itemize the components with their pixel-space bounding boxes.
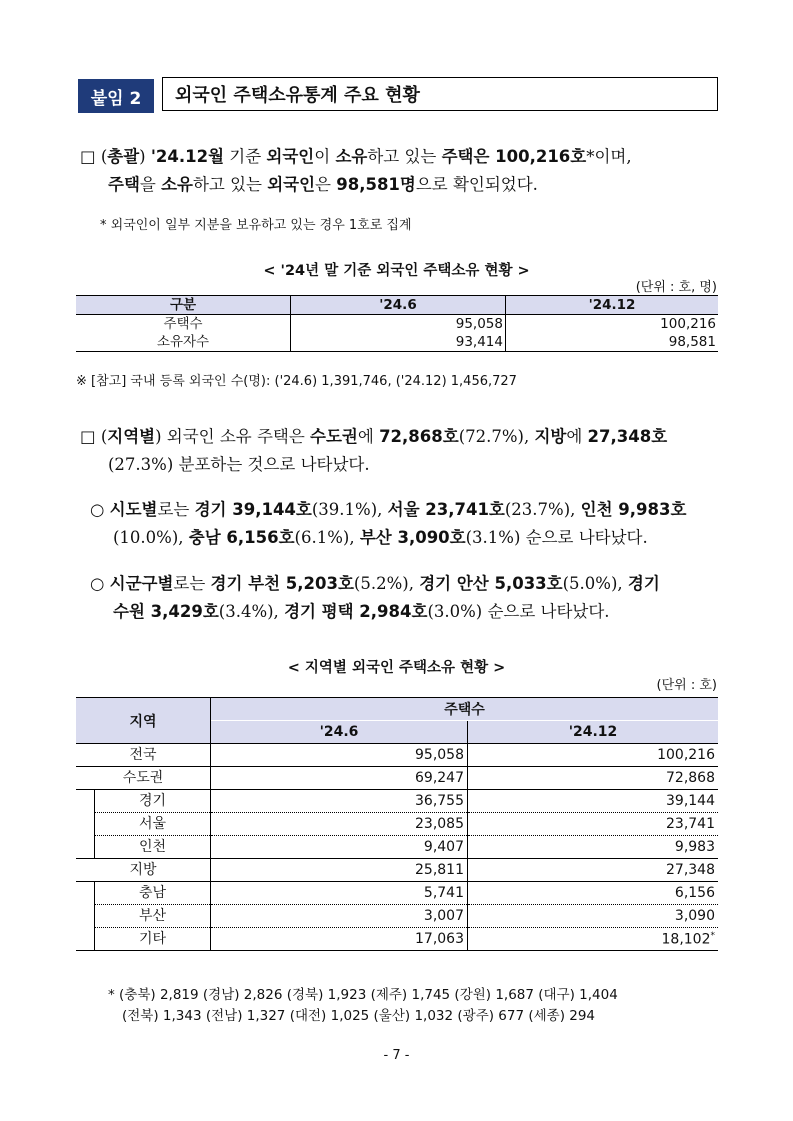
- emphasis-text: 시군구별: [109, 574, 174, 593]
- region-name: 부산: [138, 908, 167, 924]
- summary-line-1: [80, 143, 632, 171]
- table1-header-jun: '24.6: [291, 296, 506, 315]
- emphasis-text: 주택은 100,216호: [441, 147, 587, 166]
- rich-line: [110, 574, 660, 593]
- text-segment: (23.7%),: [504, 500, 581, 519]
- emphasis-text: 부산 3,090호: [359, 528, 466, 547]
- region-name: 경기: [138, 793, 167, 810]
- text-segment: 으로 확인되었다.: [415, 175, 538, 194]
- rich-line: [113, 602, 610, 621]
- count-dec-value: 23,741: [666, 816, 715, 832]
- table2-header-region: 지역: [76, 698, 211, 744]
- emphasis-text: 시도별: [109, 500, 158, 519]
- table1-cell: 93,414: [291, 333, 506, 352]
- table-row: [76, 767, 718, 790]
- count-dec: [468, 928, 719, 951]
- count-dec-value: 39,144: [666, 793, 715, 809]
- bullet-square: □: [80, 427, 96, 446]
- table-row: [76, 813, 718, 836]
- table1-cell: 100,216: [506, 315, 719, 334]
- text-segment: 에: [357, 427, 380, 446]
- emphasis-text: 서울 23,741호: [387, 500, 505, 519]
- text-segment: (3.4%),: [218, 602, 285, 621]
- table-row: [76, 836, 718, 859]
- emphasis-text: 인천 9,983호: [580, 500, 687, 519]
- count-dec-value: 72,868: [666, 770, 715, 786]
- count-dec-value: 18,102: [661, 931, 711, 948]
- count-jun: 69,247: [211, 767, 468, 790]
- emphasis-text: 경기 안산 5,033호: [419, 574, 563, 593]
- emphasis-text: 소유: [335, 147, 368, 166]
- text-segment: *이며,: [586, 147, 632, 166]
- text-segment: 하고 있는: [192, 175, 268, 194]
- region-name: 기타: [138, 930, 167, 947]
- table1-header-dec: '24.12: [506, 296, 719, 315]
- table1-cell: 95,058: [291, 315, 506, 334]
- table1-note: ※ [참고] 국내 등록 외국인 수(명): ('24.6) 1,391,746, ('24.12) 1,456,727: [76, 374, 517, 389]
- region-name: 전국: [129, 747, 157, 763]
- table1: [76, 295, 718, 352]
- table2-caption: < 지역별 외국인 주택소유 현황 >: [287, 660, 506, 676]
- table2-header-group: 주택수: [211, 698, 719, 721]
- count-jun: 5,741: [211, 882, 468, 905]
- text-segment: 에: [566, 427, 588, 446]
- text-segment: (3.1%) 순으로 나타났다.: [465, 528, 648, 547]
- bullet-circle: ○: [90, 574, 105, 593]
- text-segment: 은: [315, 175, 337, 194]
- count-dec-value: 6,156: [674, 885, 715, 901]
- table-row: [76, 882, 718, 905]
- text-segment: (39.1%),: [311, 500, 388, 519]
- table1-cell: 주택수: [76, 315, 291, 334]
- page-number: - 7 -: [383, 1048, 410, 1063]
- bullet-square: □: [80, 147, 96, 166]
- emphasis-text: '24.12월: [150, 147, 225, 166]
- table-row: [76, 790, 718, 813]
- table2: [76, 697, 718, 951]
- table1-caption: < '24년 말 기준 외국인 주택소유 현황 >: [263, 263, 530, 279]
- count-dec: [468, 859, 719, 882]
- table2-footnote-2: (전북) 1,343 (전남) 1,327 (대전) 1,025 (울산) 1,032 (광주) 677 (세종) 294: [122, 1008, 596, 1024]
- count-jun: 36,755: [211, 790, 468, 813]
- count-dec: [468, 767, 719, 790]
- table-row: [76, 905, 718, 928]
- emphasis-text: 외국인: [266, 147, 315, 166]
- table1-cell: 98,581: [506, 333, 719, 352]
- table1-header-category: 구분: [76, 296, 291, 315]
- emphasis-text: 경기: [627, 574, 660, 593]
- section-title: 외국인 주택소유통계 주요 현황: [162, 77, 718, 111]
- region-line-1: [80, 423, 667, 451]
- section-badge: 붙임 2: [78, 79, 154, 113]
- text-segment: ) 외국인 소유 주택은: [155, 427, 311, 446]
- rich-line: [108, 455, 370, 474]
- count-dec: [468, 813, 719, 836]
- emphasis-text: 98,581명: [336, 175, 416, 194]
- rich-line: [113, 528, 648, 547]
- table-row: [76, 859, 718, 882]
- rich-line: [110, 500, 687, 519]
- count-jun: 25,811: [211, 859, 468, 882]
- rich-line: [101, 427, 667, 446]
- count-dec-value: 27,348: [666, 862, 715, 878]
- emphasis-text: 27,348호: [587, 427, 668, 446]
- count-dec: [468, 790, 719, 813]
- sido-line-2: [113, 524, 648, 552]
- summary-line-2: [108, 171, 538, 199]
- bullet-circle: ○: [90, 500, 105, 519]
- count-jun: 9,407: [211, 836, 468, 859]
- text-segment: (6.1%),: [294, 528, 360, 547]
- count-jun: 17,063: [211, 928, 468, 951]
- sigungu-line-2: [113, 598, 610, 626]
- text-segment: 하고 있는: [367, 147, 442, 166]
- count-jun: 23,085: [211, 813, 468, 836]
- emphasis-text: 충남 6,156호: [188, 528, 295, 547]
- region-name: 지방: [129, 862, 157, 878]
- text-segment: 로는: [173, 574, 211, 593]
- table-row: [76, 333, 718, 352]
- text-segment: 이: [314, 147, 336, 166]
- table2-footnote-1: * (충북) 2,819 (경남) 2,826 (경북) 1,923 (제주) 1,745 (강원) 1,687 (대구) 1,404: [108, 987, 618, 1003]
- text-segment: 로는: [157, 500, 195, 519]
- count-dec-value: 100,216: [657, 747, 715, 763]
- rich-line: [101, 147, 632, 166]
- table2-unit: (단위 : 호): [656, 678, 717, 693]
- table1-cell: 소유자수: [76, 333, 291, 352]
- region-name: 수도권: [122, 770, 164, 786]
- rich-line: [108, 175, 538, 194]
- count-dec: [468, 744, 719, 767]
- table2-header-jun: '24.6: [211, 721, 468, 744]
- text-segment: (: [100, 147, 108, 166]
- count-dec: [468, 882, 719, 905]
- text-segment: ): [139, 147, 151, 166]
- region-name: 인천: [138, 838, 167, 855]
- text-segment: 을: [139, 175, 162, 194]
- emphasis-text: 경기 39,144호: [194, 500, 312, 519]
- count-dec-value: 3,090: [674, 908, 715, 924]
- text-segment: (72.7%),: [458, 427, 535, 446]
- text-segment: (10.0%),: [113, 528, 189, 547]
- emphasis-text: 총괄: [107, 147, 140, 166]
- count-dec-value: 9,983: [674, 839, 715, 855]
- emphasis-text: 지방: [534, 427, 567, 446]
- emphasis-text: 경기 부천 5,203호: [210, 574, 354, 593]
- text-segment: 기준: [224, 147, 267, 166]
- emphasis-text: 외국인: [267, 175, 316, 194]
- text-segment: (: [100, 427, 108, 446]
- table-row: [76, 744, 718, 767]
- summary-footnote: * 외국인이 일부 지분을 보유하고 있는 경우 1호로 집계: [100, 218, 412, 233]
- count-jun: 3,007: [211, 905, 468, 928]
- sigungu-line-1: [90, 570, 660, 598]
- count-dec: [468, 836, 719, 859]
- text-segment: (5.0%),: [562, 574, 628, 593]
- count-dec: [468, 905, 719, 928]
- emphasis-text: 72,868호: [379, 427, 459, 446]
- sido-line-1: [90, 496, 686, 524]
- emphasis-text: 수원 3,429호: [113, 602, 219, 621]
- text-segment: (5.2%),: [353, 574, 420, 593]
- emphasis-text: 지역별: [107, 427, 156, 446]
- table2-body: [76, 744, 718, 951]
- text-segment: (3.0%) 순으로 나타났다.: [427, 602, 610, 621]
- emphasis-text: 주택: [108, 175, 140, 194]
- emphasis-text: 경기 평택 2,984호: [284, 602, 428, 621]
- region-name: 서울: [138, 816, 167, 832]
- text-segment: (27.3%) 분포하는 것으로 나타났다.: [108, 455, 370, 474]
- count-jun: 95,058: [211, 744, 468, 767]
- footnote-marker: *: [710, 930, 715, 941]
- table-row: [76, 928, 718, 951]
- emphasis-text: 소유: [161, 175, 193, 194]
- region-name: 충남: [138, 885, 167, 902]
- table-row: [76, 315, 718, 334]
- table2-header-dec: '24.12: [468, 721, 719, 744]
- emphasis-text: 수도권: [310, 427, 358, 446]
- table1-unit: (단위 : 호, 명): [635, 280, 717, 295]
- region-line-2: [108, 451, 370, 479]
